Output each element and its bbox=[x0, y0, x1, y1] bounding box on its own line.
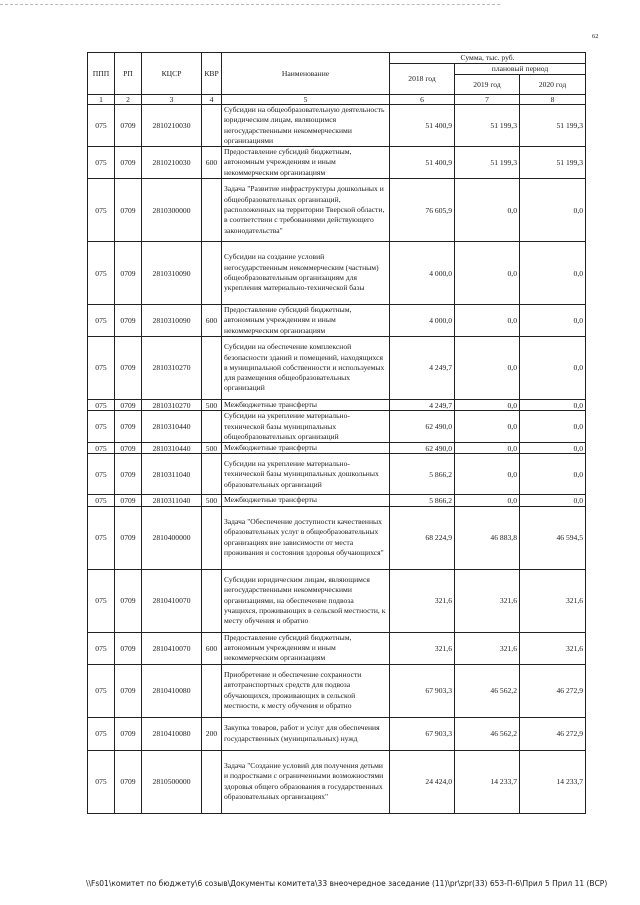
cell-amount-2019: 0,0 bbox=[455, 336, 520, 399]
cell-kvr: 600 bbox=[202, 632, 222, 664]
cell-name: Приобретение и обеспечение сохранности автотранспортных средств для подвоза обучающихся, проживающих в сельской местности, к месту обучения и обратно bbox=[222, 664, 390, 717]
header-kvr: КВР bbox=[202, 53, 222, 95]
top-rule bbox=[0, 4, 500, 5]
cell-amount-2018: 4 000,0 bbox=[390, 242, 455, 305]
header-ppp: ППП bbox=[88, 53, 115, 95]
table-row bbox=[88, 399, 586, 410]
cell-amount-2019: 0,0 bbox=[455, 399, 520, 410]
cell-amount-2018: 76 605,9 bbox=[390, 179, 455, 242]
cell-amount-2018: 62 490,0 bbox=[390, 411, 455, 443]
table-row bbox=[88, 179, 586, 242]
cell-kvr bbox=[202, 569, 222, 632]
cell-rp: 0709 bbox=[115, 506, 142, 569]
cell-ppp: 075 bbox=[88, 443, 115, 454]
cell-name: Закупка товаров, работ и услуг для обеспечения государственных (муниципальных) нужд bbox=[222, 717, 390, 750]
cell-amount-2019: 0,0 bbox=[455, 443, 520, 454]
cell-kvr bbox=[202, 506, 222, 569]
cell-name: Задача "Развитие инфраструктуры дошкольных и общеобразовательных организаций, расположенных на территории Тверской области, в соответствии с требованиями действующего законодательства" bbox=[222, 179, 390, 242]
table-row bbox=[88, 242, 586, 305]
header-2019: 2019 год bbox=[455, 75, 520, 95]
cell-rp: 0709 bbox=[115, 105, 142, 147]
cell-amount-2019: 321,6 bbox=[455, 569, 520, 632]
cell-amount-2020: 321,6 bbox=[520, 632, 586, 664]
cell-name: Субсидии юридическим лицам, являющимся негосударственными некоммерческими организациями, на обеспечение подвоза учащихся, проживающих в сельской местности, к месту обучения и обратно bbox=[222, 569, 390, 632]
col-number: 5 bbox=[222, 95, 390, 105]
cell-amount-2018: 67 903,3 bbox=[390, 664, 455, 717]
cell-ppp: 075 bbox=[88, 454, 115, 495]
cell-amount-2020: 0,0 bbox=[520, 495, 586, 506]
table-header bbox=[88, 53, 586, 105]
cell-ppp: 075 bbox=[88, 569, 115, 632]
cell-name: Межбюджетные трансферты bbox=[222, 495, 390, 506]
cell-kcsr: 2810310440 bbox=[142, 411, 202, 443]
header-2018: 2018 год bbox=[390, 64, 455, 95]
cell-ppp: 075 bbox=[88, 506, 115, 569]
cell-amount-2018: 4 000,0 bbox=[390, 305, 455, 337]
cell-amount-2020: 0,0 bbox=[520, 242, 586, 305]
table-row bbox=[88, 336, 586, 399]
cell-rp: 0709 bbox=[115, 664, 142, 717]
cell-name: Межбюджетные трансферты bbox=[222, 443, 390, 454]
cell-ppp: 075 bbox=[88, 717, 115, 750]
cell-kcsr: 2810311040 bbox=[142, 454, 202, 495]
page-number: 62 bbox=[592, 33, 599, 40]
cell-kcsr: 2810210030 bbox=[142, 147, 202, 179]
cell-kvr bbox=[202, 411, 222, 443]
header-planned-period: плановый период bbox=[455, 64, 586, 75]
cell-rp: 0709 bbox=[115, 443, 142, 454]
cell-amount-2019: 14 233,7 bbox=[455, 750, 520, 813]
cell-rp: 0709 bbox=[115, 242, 142, 305]
cell-rp: 0709 bbox=[115, 750, 142, 813]
table-row bbox=[88, 147, 586, 179]
column-number-row bbox=[88, 95, 586, 105]
cell-amount-2018: 4 249,7 bbox=[390, 399, 455, 410]
cell-name: Субсидии на обеспечение комплексной безопасности зданий и помещений, находящихся в муниципальной собственности и используемых для размещения общеобразовательных организаций bbox=[222, 336, 390, 399]
cell-kcsr: 2810500000 bbox=[142, 750, 202, 813]
cell-amount-2018: 51 400,9 bbox=[390, 105, 455, 147]
cell-amount-2019: 0,0 bbox=[455, 411, 520, 443]
cell-name: Субсидии на укрепление материально-технической базы муниципальных дошкольных образовательных организаций bbox=[222, 454, 390, 495]
cell-rp: 0709 bbox=[115, 454, 142, 495]
cell-kcsr: 2810310090 bbox=[142, 242, 202, 305]
cell-rp: 0709 bbox=[115, 305, 142, 337]
table-body bbox=[88, 105, 586, 814]
cell-kvr: 500 bbox=[202, 399, 222, 410]
cell-kvr: 500 bbox=[202, 495, 222, 506]
cell-ppp: 075 bbox=[88, 147, 115, 179]
cell-amount-2018: 67 903,3 bbox=[390, 717, 455, 750]
cell-ppp: 075 bbox=[88, 664, 115, 717]
cell-amount-2020: 0,0 bbox=[520, 305, 586, 337]
col-number: 8 bbox=[520, 95, 586, 105]
cell-kcsr: 2810311040 bbox=[142, 495, 202, 506]
cell-kvr: 600 bbox=[202, 147, 222, 179]
cell-amount-2020: 0,0 bbox=[520, 336, 586, 399]
cell-name: Предоставление субсидий бюджетным, автономным учреждениям и иным некоммерческим организациям bbox=[222, 147, 390, 179]
cell-kcsr: 2810410070 bbox=[142, 632, 202, 664]
cell-amount-2020: 0,0 bbox=[520, 443, 586, 454]
table-row bbox=[88, 664, 586, 717]
cell-amount-2019: 0,0 bbox=[455, 305, 520, 337]
cell-kcsr: 2810400000 bbox=[142, 506, 202, 569]
header-kcsr: КЦСР bbox=[142, 53, 202, 95]
cell-amount-2018: 68 224,9 bbox=[390, 506, 455, 569]
table-row bbox=[88, 717, 586, 750]
cell-rp: 0709 bbox=[115, 632, 142, 664]
cell-amount-2019: 46 562,2 bbox=[455, 664, 520, 717]
cell-amount-2020: 51 199,3 bbox=[520, 105, 586, 147]
cell-amount-2020: 0,0 bbox=[520, 454, 586, 495]
cell-rp: 0709 bbox=[115, 717, 142, 750]
col-number: 6 bbox=[390, 95, 455, 105]
cell-amount-2018: 62 490,0 bbox=[390, 443, 455, 454]
col-number: 1 bbox=[88, 95, 115, 105]
cell-rp: 0709 bbox=[115, 147, 142, 179]
cell-amount-2020: 46 594,5 bbox=[520, 506, 586, 569]
cell-amount-2018: 51 400,9 bbox=[390, 147, 455, 179]
cell-rp: 0709 bbox=[115, 399, 142, 410]
cell-kvr bbox=[202, 242, 222, 305]
cell-name: Предоставление субсидий бюджетным, автономным учреждениям и иным некоммерческим организациям bbox=[222, 632, 390, 664]
cell-amount-2020: 0,0 bbox=[520, 411, 586, 443]
cell-kcsr: 2810410070 bbox=[142, 569, 202, 632]
cell-ppp: 075 bbox=[88, 242, 115, 305]
table-row bbox=[88, 750, 586, 813]
cell-kvr bbox=[202, 105, 222, 147]
cell-rp: 0709 bbox=[115, 336, 142, 399]
cell-amount-2020: 14 233,7 bbox=[520, 750, 586, 813]
cell-kcsr: 2810410080 bbox=[142, 664, 202, 717]
cell-amount-2020: 51 199,3 bbox=[520, 147, 586, 179]
cell-name: Субсидии на общеобразовательную деятельность юридическим лицам, являющимся негосударственными некоммерческими организациями bbox=[222, 105, 390, 147]
cell-kvr: 500 bbox=[202, 443, 222, 454]
cell-kcsr: 2810310090 bbox=[142, 305, 202, 337]
cell-kvr bbox=[202, 664, 222, 717]
cell-kcsr: 2810300000 bbox=[142, 179, 202, 242]
cell-amount-2019: 0,0 bbox=[455, 179, 520, 242]
cell-ppp: 075 bbox=[88, 105, 115, 147]
cell-amount-2018: 4 249,7 bbox=[390, 336, 455, 399]
cell-ppp: 075 bbox=[88, 750, 115, 813]
cell-name: Предоставление субсидий бюджетным, автономным учреждениям и иным некоммерческим организациям bbox=[222, 305, 390, 337]
header-2020: 2020 год bbox=[520, 75, 586, 95]
col-number: 2 bbox=[115, 95, 142, 105]
table-row bbox=[88, 105, 586, 147]
cell-kvr bbox=[202, 750, 222, 813]
table-row bbox=[88, 495, 586, 506]
cell-amount-2018: 24 424,0 bbox=[390, 750, 455, 813]
cell-ppp: 075 bbox=[88, 179, 115, 242]
cell-ppp: 075 bbox=[88, 411, 115, 443]
cell-amount-2019: 46 562,2 bbox=[455, 717, 520, 750]
cell-amount-2018: 321,6 bbox=[390, 569, 455, 632]
table-row bbox=[88, 411, 586, 443]
header-rp: РП bbox=[115, 53, 142, 95]
cell-name: Задача "Создание условий для получения детьми и подростками с ограниченными возможностями здоровья общего образования в государственных образовательных организациях" bbox=[222, 750, 390, 813]
cell-kcsr: 2810310270 bbox=[142, 399, 202, 410]
cell-rp: 0709 bbox=[115, 411, 142, 443]
footer-file-path: \\Fs01\комитет по бюджету\6 созыв\Документы комитета\33 внеочередное заседание (11)\pr\zpr(33) 653-П-6\Прил 5 Прил 11 (ВСР) bbox=[86, 879, 608, 888]
cell-amount-2018: 321,6 bbox=[390, 632, 455, 664]
cell-rp: 0709 bbox=[115, 179, 142, 242]
cell-kcsr: 2810310440 bbox=[142, 443, 202, 454]
cell-amount-2019: 0,0 bbox=[455, 242, 520, 305]
cell-amount-2019: 0,0 bbox=[455, 495, 520, 506]
cell-ppp: 075 bbox=[88, 336, 115, 399]
cell-kcsr: 2810310270 bbox=[142, 336, 202, 399]
cell-kvr: 200 bbox=[202, 717, 222, 750]
col-number: 7 bbox=[455, 95, 520, 105]
cell-kcsr: 2810410080 bbox=[142, 717, 202, 750]
table-row bbox=[88, 443, 586, 454]
table-row bbox=[88, 506, 586, 569]
cell-kcsr: 2810210030 bbox=[142, 105, 202, 147]
cell-amount-2020: 0,0 bbox=[520, 179, 586, 242]
cell-amount-2020: 321,6 bbox=[520, 569, 586, 632]
cell-name: Задача "Обеспечение доступности качественных образовательных услуг в общеобразовательных организациях вне зависимости от места проживания и состояния здоровья обучающихся" bbox=[222, 506, 390, 569]
table-row bbox=[88, 569, 586, 632]
cell-amount-2019: 0,0 bbox=[455, 454, 520, 495]
cell-ppp: 075 bbox=[88, 495, 115, 506]
cell-amount-2019: 51 199,3 bbox=[455, 147, 520, 179]
budget-table bbox=[87, 52, 586, 814]
header-sum: Сумма, тыс. руб. bbox=[390, 53, 586, 64]
table-row bbox=[88, 632, 586, 664]
cell-kvr bbox=[202, 179, 222, 242]
cell-amount-2020: 46 272,9 bbox=[520, 664, 586, 717]
cell-kvr bbox=[202, 336, 222, 399]
cell-amount-2019: 51 199,3 bbox=[455, 105, 520, 147]
cell-amount-2019: 46 883,8 bbox=[455, 506, 520, 569]
cell-amount-2018: 5 866,2 bbox=[390, 454, 455, 495]
header-name: Наименование bbox=[222, 53, 390, 95]
cell-name: Субсидии на создание условий негосударственным некоммерческим (частным) общеобразовательным организациям для укрепления материально-технической базы bbox=[222, 242, 390, 305]
cell-rp: 0709 bbox=[115, 569, 142, 632]
cell-ppp: 075 bbox=[88, 305, 115, 337]
col-number: 4 bbox=[202, 95, 222, 105]
cell-amount-2019: 321,6 bbox=[455, 632, 520, 664]
cell-kvr: 600 bbox=[202, 305, 222, 337]
cell-name: Субсидии на укрепление материально-технической базы муниципальных общеобразовательных организаций bbox=[222, 411, 390, 443]
col-number: 3 bbox=[142, 95, 202, 105]
cell-ppp: 075 bbox=[88, 632, 115, 664]
table-row bbox=[88, 454, 586, 495]
cell-amount-2020: 0,0 bbox=[520, 399, 586, 410]
cell-amount-2020: 46 272,9 bbox=[520, 717, 586, 750]
cell-name: Межбюджетные трансферты bbox=[222, 399, 390, 410]
cell-amount-2018: 5 866,2 bbox=[390, 495, 455, 506]
cell-kvr bbox=[202, 454, 222, 495]
table-row bbox=[88, 305, 586, 337]
cell-ppp: 075 bbox=[88, 399, 115, 410]
cell-rp: 0709 bbox=[115, 495, 142, 506]
